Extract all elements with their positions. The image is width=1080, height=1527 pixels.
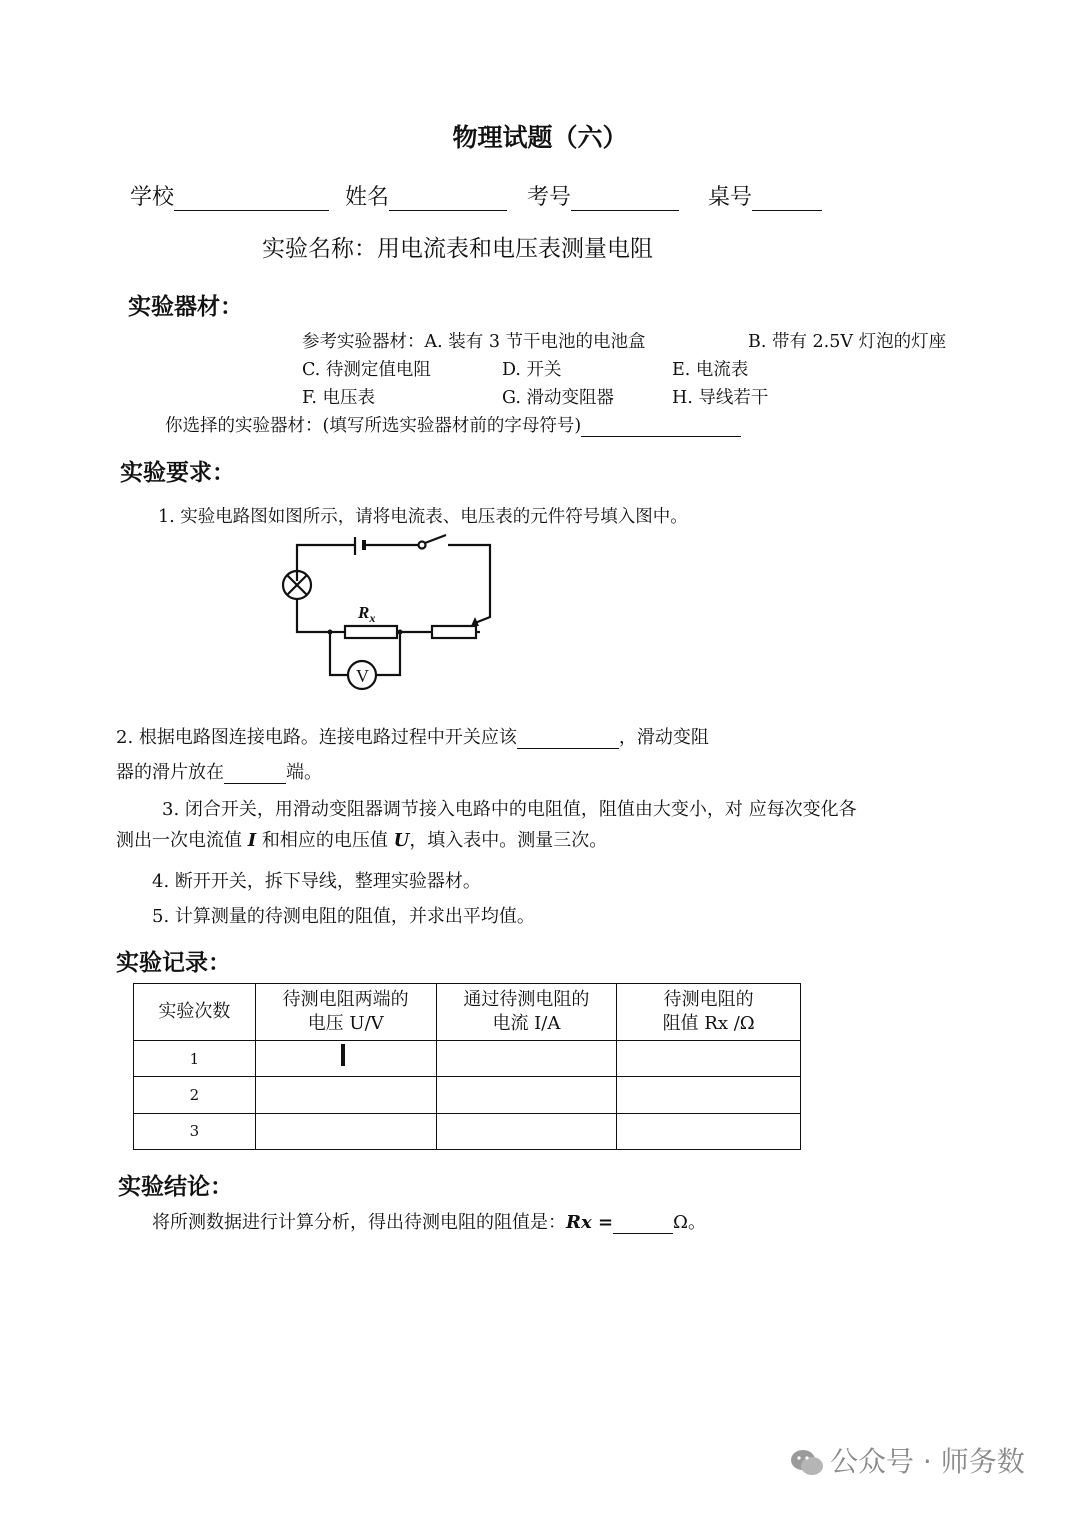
resistance-cell[interactable]	[617, 1077, 801, 1113]
equipment-item-a: A. 装有 3 节干电池的电池盒	[424, 332, 646, 352]
junction-dot-right	[398, 630, 403, 635]
page-title: 物理试题（六）	[452, 123, 628, 152]
exam-no-field	[527, 180, 679, 211]
desk-no-field	[708, 180, 822, 211]
table-row	[134, 1113, 801, 1149]
equipment-item-e: E. 电流表	[672, 360, 749, 380]
equipment-heading: 实验器材：	[128, 293, 243, 320]
switch-pivot	[419, 542, 426, 549]
requirement-step-4: 4. 断开开关，拆下导线，整理实验器材。	[152, 871, 481, 892]
switch-lever	[425, 535, 446, 543]
requirement-step-2-line1	[116, 723, 709, 749]
equipment-item-g: G. 滑动变阻器	[502, 388, 614, 408]
col-voltage-header: 待测电阻两端的 电压 U/V	[255, 984, 436, 1041]
exam-no-blank[interactable]	[571, 188, 679, 211]
col-trial-header: 实验次数	[134, 984, 256, 1041]
current-cell[interactable]	[436, 1041, 617, 1077]
experiment-name: 实验名称：用电流表和电压表测量电阻	[262, 236, 653, 262]
name-blank[interactable]	[389, 188, 507, 211]
circuit-wire-right	[448, 545, 490, 623]
voltage-cell[interactable]	[255, 1113, 436, 1149]
wechat-icon	[790, 1448, 824, 1478]
name-label: 姓名	[345, 185, 390, 210]
requirement-step-2-line2	[116, 758, 322, 784]
step2-text-c: 器的滑片放在	[116, 762, 224, 783]
exam-no-label: 考号	[527, 185, 572, 210]
equipment-reference-label: 参考实验器材：	[302, 332, 425, 352]
desk-no-label: 桌号	[708, 185, 753, 210]
equipment-item-d: D. 开关	[502, 360, 562, 380]
symbol-I: I	[247, 830, 257, 851]
resistance-cell[interactable]	[617, 1113, 801, 1149]
equipment-item-b: B. 带有 2.5V 灯泡的灯座	[748, 332, 947, 352]
school-blank[interactable]	[174, 188, 329, 211]
rx-value-blank[interactable]	[613, 1213, 673, 1234]
junction-dot-left	[328, 630, 333, 635]
equipment-item-h: H. 导线若干	[672, 388, 769, 408]
pen-mark	[341, 1044, 345, 1066]
rx-label: Rx =	[566, 1212, 614, 1233]
school-label: 学校	[130, 185, 175, 210]
watermark	[790, 1440, 1025, 1480]
trial-number: 2	[134, 1077, 256, 1113]
table-row	[134, 1041, 801, 1077]
rx-unit: Ω。	[673, 1212, 706, 1233]
step2-text-a: 2. 根据电路图连接电路。连接电路过程中开关应该	[116, 727, 517, 748]
requirement-step-3-line2: 测出一次电流值 I 和相应的电压值 U，填入表中。测量三次。	[116, 830, 608, 851]
watermark-text: 公众号 · 师务数	[830, 1445, 1025, 1478]
name-field	[345, 180, 507, 211]
col-current-header: 通过待测电阻的 电流 I/A	[436, 984, 617, 1041]
trial-number: 3	[134, 1113, 256, 1149]
requirements-heading: 实验要求：	[120, 459, 235, 486]
col-resistance-header: 待测电阻的 阻值 Rx /Ω	[617, 984, 801, 1041]
table-row	[134, 1077, 801, 1113]
circuit-wire-left	[297, 599, 330, 632]
equipment-choose-line	[165, 412, 741, 437]
equipment-item-c: C. 待测定值电阻	[302, 360, 431, 380]
resistor-rx-label: $R_x$	[358, 603, 376, 625]
equipment-ref-line	[302, 328, 646, 353]
circuit-diagram	[270, 525, 510, 695]
record-table	[133, 983, 801, 1150]
school-field	[130, 180, 329, 211]
voltage-cell[interactable]	[255, 1077, 436, 1113]
requirement-step-5: 5. 计算测量的待测电阻的阻值，并求出平均值。	[152, 906, 535, 927]
conclusion-text: 将所测数据进行计算分析，得出待测电阻的阻值是：	[152, 1212, 566, 1233]
step2-text-b: ，滑动变阻	[618, 727, 709, 748]
equipment-item-f: F. 电压表	[302, 388, 376, 408]
equipment-choose-blank[interactable]	[581, 416, 741, 437]
requirement-step-3-line1: 3. 闭合开关，用滑动变阻器调节接入电路中的电阻值，阻值由大变小，对 应每次变化各	[162, 799, 857, 820]
switch-state-blank[interactable]	[517, 728, 619, 749]
current-cell[interactable]	[436, 1113, 617, 1149]
resistance-cell[interactable]	[617, 1041, 801, 1077]
equipment-choose-prompt: 你选择的实验器材：(填写所选实验器材前的字母符号)	[165, 416, 582, 436]
resistor-rx	[345, 626, 397, 638]
symbol-U: U	[393, 830, 410, 851]
current-cell[interactable]	[436, 1077, 617, 1113]
requirement-step-1: 1. 实验电路图如图所示，请将电流表、电压表的元件符号填入图中。	[158, 507, 688, 527]
step2-text-d: 端。	[286, 762, 322, 783]
trial-number: 1	[134, 1041, 256, 1077]
conclusion-heading: 实验结论：	[118, 1173, 233, 1200]
record-table-header	[134, 984, 801, 1041]
voltage-cell[interactable]	[255, 1041, 436, 1077]
desk-no-blank[interactable]	[752, 188, 822, 211]
rheostat-body	[432, 626, 476, 638]
record-heading: 实验记录：	[116, 949, 231, 976]
conclusion-line	[152, 1208, 706, 1234]
voltmeter-label: V	[356, 666, 369, 686]
slider-position-blank[interactable]	[224, 763, 286, 784]
